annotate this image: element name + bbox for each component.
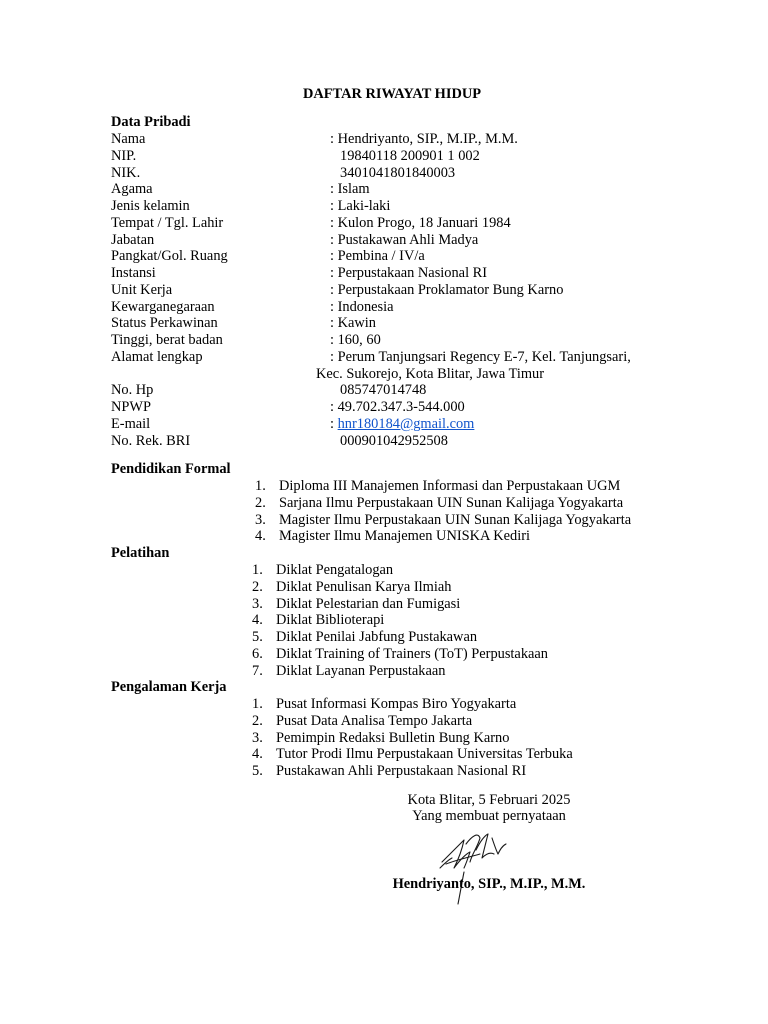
item-number: 3. [255,511,266,528]
personal-row [111,315,731,332]
item-text: Diklat Pengatalogan [276,562,394,578]
personal-row [111,399,731,416]
item-number: 4. [252,746,263,763]
field-value: : Perpustakaan Nasional RI [330,265,488,281]
item-text: Magister Ilmu Perpustakaan UIN Sunan Kalijaga Yogyakarta [279,511,632,528]
item-number: 4. [255,528,266,545]
field-label: Pangkat/Gol. Ruang [111,248,228,265]
field-value: : 160, 60 [330,332,381,348]
personal-row [111,416,731,433]
field-value: 000901042952508 [340,432,448,449]
field-label: No. Rek. BRI [111,432,191,449]
field-value: : Islam [330,181,370,198]
personal-row [111,148,731,165]
handwritten-signature [436,824,516,908]
field-label: Jenis kelamin [111,198,190,214]
field-label: Nama [111,131,146,147]
personal-row [111,232,731,249]
personal-row [111,265,731,282]
field-value: : Hendriyanto, SIP., M.IP., M.M. [330,131,518,147]
personal-data-table [111,131,731,449]
item-number: 3. [252,729,263,746]
personal-row [111,382,731,399]
item-text: Pemimpin Redaksi Bulletin Bung Karno [276,729,510,746]
section-heading-pendidikan: Pendidikan Formal [111,461,231,477]
item-text: Diklat Pelestarian dan Fumigasi [276,595,461,612]
personal-row [111,433,731,450]
field-label: Tinggi, berat badan [111,332,223,348]
field-value: : 49.702.347.3-544.000 [330,399,465,415]
field-value: 085747014748 [340,382,427,399]
field-value: : Kulon Progo, 18 Januari 1984 [330,214,511,231]
field-label: NIP. [111,147,137,164]
personal-row [111,299,731,316]
email-prefix: : [330,415,338,432]
statement-label: Yang membuat pernyataan [412,808,566,824]
item-text: Tutor Prodi Ilmu Perpustakaan Universitas Terbuka [276,746,573,763]
field-label: Instansi [111,265,156,281]
field-value: : Kawin [330,315,376,332]
field-label: Kewarganegaraan [111,298,215,315]
section-heading-data-pribadi: Data Pribadi [111,114,191,130]
personal-row [111,181,731,198]
section-heading-pengalaman: Pengalaman Kerja [111,679,227,695]
item-number: 1. [255,478,266,494]
field-label: Unit Kerja [111,281,173,298]
field-value: : Perum Tanjungsari Regency E-7, Kel. Tanjungsari, [330,348,631,365]
item-number: 2. [252,578,263,595]
item-text: Diploma III Manajemen Informasi dan Perpustakaan UGM [279,478,621,494]
place-date: Kota Blitar, 5 Februari 2025 [407,792,571,808]
signatory-name: Hendriyanto, SIP., M.IP., M.M. [392,876,586,892]
field-value: 3401041801840003 [340,164,456,181]
item-text: Diklat Penulisan Karya Ilmiah [276,578,452,595]
item-text: Diklat Training of Trainers (ToT) Perpustakaan [276,645,548,662]
field-value: 19840118 200901 1 002 [340,147,480,164]
item-text: Pustakawan Ahli Perpustakaan Nasional RI [276,763,527,779]
item-number: 7. [252,662,263,679]
field-label: Status Perkawinan [111,315,218,332]
item-number: 6. [252,645,263,662]
item-text: Magister Ilmu Manajemen UNISKA Kediri [279,528,530,545]
item-number: 2. [252,712,263,729]
field-value [330,416,474,433]
personal-row [111,131,731,148]
field-value: : Indonesia [330,298,394,315]
field-label: Tempat / Tgl. Lahir [111,214,224,231]
personal-row [111,366,731,383]
item-text: Pusat Data Analisa Tempo Jakarta [276,712,473,729]
item-number: 3. [252,595,263,612]
personal-row [111,248,731,265]
field-value: : Laki-laki [330,198,391,214]
item-number: 2. [255,494,266,511]
item-text: Sarjana Ilmu Perpustakaan UIN Sunan Kalijaga Yogyakarta [279,494,624,511]
section-heading-pelatihan: Pelatihan [111,545,170,561]
field-label: E-mail [111,415,151,432]
field-label: Alamat lengkap [111,348,203,365]
personal-row [111,282,731,299]
document-title: DAFTAR RIWAYAT HIDUP [302,86,482,102]
item-text: Diklat Layanan Perpustakaan [276,662,446,679]
item-number: 5. [252,763,263,779]
item-number: 1. [252,562,263,578]
item-text: Pusat Informasi Kompas Biro Yogyakarta [276,696,517,712]
item-text: Diklat Biblioterapi [276,612,385,629]
field-value: Kec. Sukorejo, Kota Blitar, Jawa Timur [316,365,545,382]
personal-row [111,349,731,366]
personal-row [111,332,731,349]
email-link[interactable]: hnr180184@gmail.com [337,415,475,432]
field-label: No. Hp [111,382,154,399]
personal-row [111,215,731,232]
field-value: : Pustakawan Ahli Madya [330,231,479,248]
field-value: : Perpustakaan Proklamator Bung Karno [330,281,564,298]
field-value: : Pembina / IV/a [330,248,425,265]
field-label: Jabatan [111,231,155,248]
item-number: 4. [252,612,263,629]
field-label: NIK. [111,164,141,181]
item-number: 5. [252,629,263,645]
personal-row [111,198,731,215]
item-number: 1. [252,696,263,712]
item-text: Diklat Penilai Jabfung Pustakawan [276,629,478,645]
field-label: Agama [111,181,153,198]
personal-row [111,165,731,182]
field-label: NPWP [111,399,151,415]
